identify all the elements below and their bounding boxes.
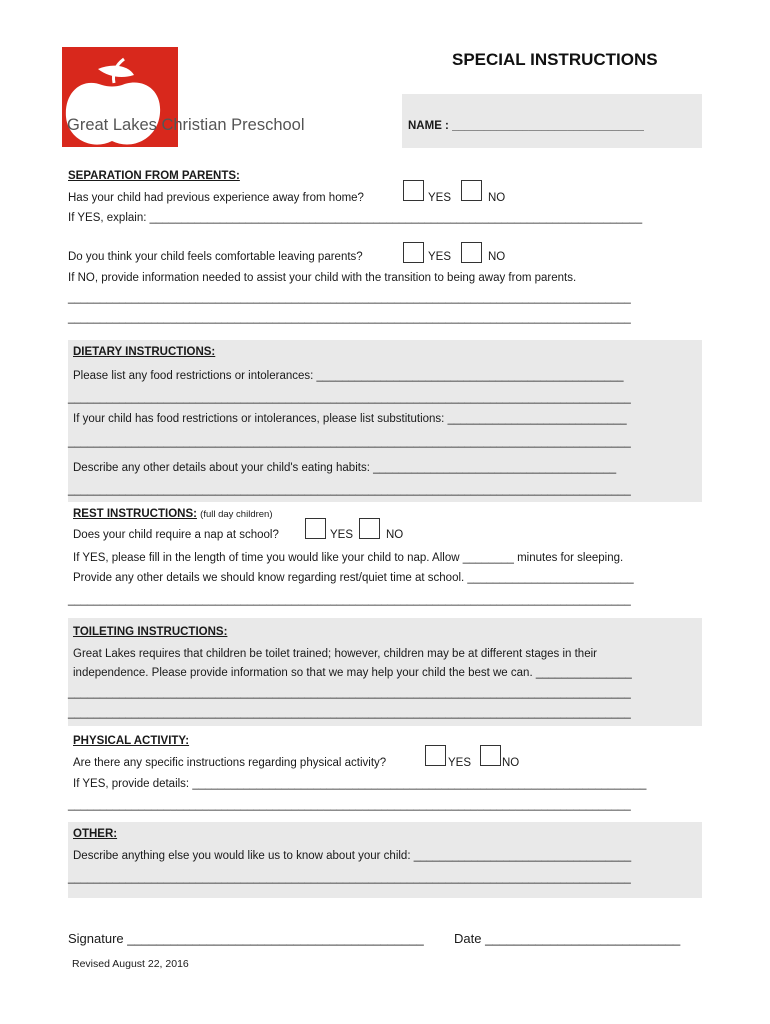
other-blank-1[interactable]: ________________________________________________________________________________________ [68,872,631,884]
physical-blank-1[interactable]: ________________________________________________________________________________________ [68,799,631,811]
dietary-blank-2[interactable]: ________________________________________________________________________________________ [68,436,631,448]
separation-q2-no-checkbox[interactable] [461,242,482,263]
rest-q2[interactable]: If YES, please fill in the length of time you would like your child to nap. Allow ________ minutes for sleeping. [73,552,624,564]
rest-q3[interactable]: Provide any other details we should know regarding rest/quiet time at school. __________________________ [73,572,634,584]
separation-blank-2[interactable]: ________________________________________________________________________________________ [68,312,631,324]
dietary-q3[interactable]: Describe any other details about your child's eating habits: ______________________________________ [73,462,617,474]
separation-heading: SEPARATION FROM PARENTS: [68,170,240,182]
dietary-blank-1[interactable]: ________________________________________________________________________________________ [68,392,631,404]
dietary-heading: DIETARY INSTRUCTIONS: [73,346,216,358]
rest-q1-yes-label: YES [330,529,354,541]
separation-q2-info: If NO, provide information needed to assist your child with the transition to being away from parents. [68,272,577,284]
revised-date: Revised August 22, 2016 [72,958,189,970]
separation-q1: Has your child had previous experience away from home? [68,192,364,204]
separation-blank-1[interactable]: ________________________________________________________________________________________ [68,292,631,304]
other-q1[interactable]: Describe anything else you would like us to know about your child: __________________________________ [73,850,632,862]
physical-q2[interactable]: If YES, provide details: _______________________________________________________________________ [73,778,647,790]
physical-section [68,733,704,817]
rest-q1-no-label: NO [386,529,404,541]
physical-heading: PHYSICAL ACTIVITY: [73,735,190,747]
separation-q1-explain[interactable]: If YES, explain: _____________________________________________________________________________ [68,212,643,224]
toileting-text-1: Great Lakes requires that children be toilet trained; however, children may be at different stages in their [73,648,597,660]
physical-q1-no-label: NO [502,757,520,769]
school-name: Great Lakes Christian Preschool [67,116,305,134]
name-field[interactable]: NAME : ______________________________ [408,120,644,132]
dietary-q1[interactable]: Please list any food restrictions or intolerances: ________________________________________________ [73,370,624,382]
physical-q1-no-checkbox[interactable] [480,745,501,766]
separation-q2: Do you think your child feels comfortable leaving parents? [68,251,363,263]
separation-q2-yes-checkbox[interactable] [403,242,424,263]
separation-q1-yes-label: YES [428,192,452,204]
physical-q1-yes-checkbox[interactable] [425,745,446,766]
signature-field[interactable]: Signature _________________________________________ [68,931,424,946]
toileting-blank-2[interactable]: ________________________________________________________________________________________ [68,707,631,719]
dietary-blank-3[interactable]: ________________________________________________________________________________________ [68,484,631,496]
separation-q1-yes-checkbox[interactable] [403,180,424,201]
separation-section [68,170,704,330]
rest-blank-1[interactable]: ________________________________________________________________________________________ [68,594,631,606]
toileting-text-2[interactable]: independence. Please provide information so that we may help your child the best we can. _______________ [73,667,632,679]
toileting-heading: TOILETING INSTRUCTIONS: [73,626,228,638]
separation-q2-no-label: NO [488,251,506,263]
dietary-section [68,340,702,502]
rest-q1: Does your child require a nap at school? [73,529,279,541]
other-section [68,822,702,898]
page-title: SPECIAL INSTRUCTIONS [452,50,658,69]
rest-note: (full day children) [200,509,273,520]
physical-q1: Are there any specific instructions regarding physical activity? [73,757,387,769]
rest-heading: REST INSTRUCTIONS: [73,508,197,520]
rest-section [68,508,704,612]
physical-q1-yes-label: YES [448,757,472,769]
rest-heading-line [73,508,273,520]
separation-q1-no-label: NO [488,192,506,204]
toileting-section [68,618,702,726]
dietary-q2[interactable]: If your child has food restrictions or intolerances, please list substitutions: ____________________________ [73,413,627,425]
rest-q1-yes-checkbox[interactable] [305,518,326,539]
separation-q2-yes-label: YES [428,251,452,263]
name-field-box [402,94,702,148]
toileting-blank-1[interactable]: ________________________________________________________________________________________ [68,687,631,699]
other-heading: OTHER: [73,828,118,840]
date-field[interactable]: Date ___________________________ [454,931,681,946]
separation-q1-no-checkbox[interactable] [461,180,482,201]
rest-q1-no-checkbox[interactable] [359,518,380,539]
